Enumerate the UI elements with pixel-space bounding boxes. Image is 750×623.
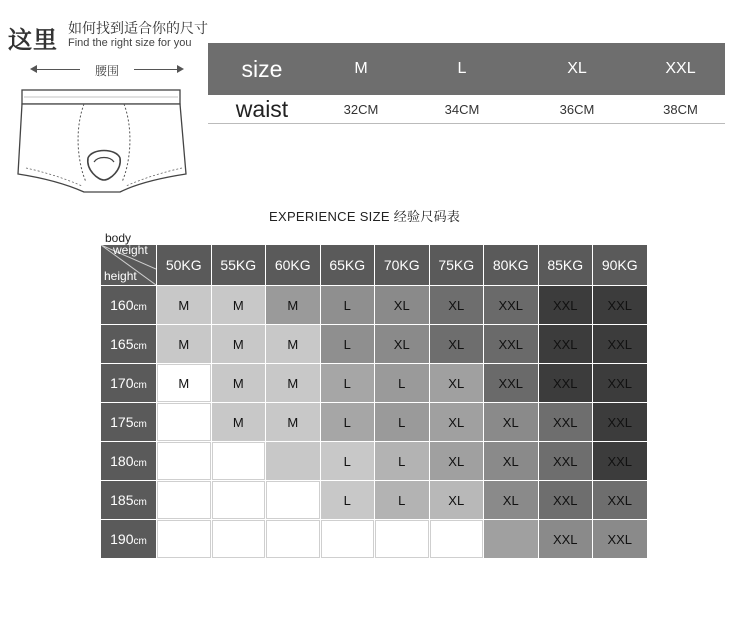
- size-cell: [157, 442, 211, 480]
- height-unit: cm: [133, 418, 147, 430]
- size-cell: XXL: [539, 442, 593, 480]
- size-cell: [484, 520, 538, 558]
- size-cell: L: [321, 403, 375, 441]
- weight-header-50kg: 50KG: [157, 245, 211, 285]
- size-cell: XL: [375, 325, 429, 363]
- size-cell: [212, 481, 266, 519]
- waist-m: 32CM: [343, 101, 379, 117]
- size-cell: XXL: [539, 520, 593, 558]
- experience-size-title: EXPERIENCE SIZE 经验尺码表: [269, 209, 461, 224]
- waist-label-cn: 腰围: [94, 64, 119, 78]
- size-cell: XXL: [484, 325, 538, 363]
- grid-corner-header: [101, 231, 156, 285]
- size-cell: M: [266, 364, 320, 402]
- size-cell: L: [321, 481, 375, 519]
- size-cell: XXL: [539, 286, 593, 324]
- size-cell: [212, 520, 266, 558]
- size-cell: XXL: [593, 442, 647, 480]
- height-value: 185: [110, 492, 134, 508]
- weight-header-90kg: 90KG: [593, 245, 647, 285]
- size-cell: XXL: [593, 520, 647, 558]
- size-cell: XXL: [593, 403, 647, 441]
- size-cell: XXL: [539, 364, 593, 402]
- weight-header-75kg: 75KG: [430, 245, 484, 285]
- size-cell: [266, 520, 320, 558]
- briefs-illustration-icon: [14, 86, 190, 198]
- size-cell: M: [157, 286, 211, 324]
- size-cell: XL: [430, 442, 484, 480]
- size-header-label: size: [241, 55, 283, 82]
- size-cell: [430, 520, 484, 558]
- waist-measure-arrow: [30, 62, 184, 78]
- height-unit: cm: [133, 535, 147, 547]
- size-cell: M: [212, 325, 266, 363]
- height-value: 170: [110, 375, 134, 391]
- height-unit: cm: [133, 301, 147, 313]
- size-cell: L: [321, 325, 375, 363]
- size-cell: XL: [484, 481, 538, 519]
- size-cell: M: [212, 364, 266, 402]
- size-table: [208, 43, 725, 124]
- corner-weight-label: weight: [113, 243, 148, 257]
- size-cell: XXL: [539, 325, 593, 363]
- height-value: 190: [110, 531, 134, 547]
- size-cell: [157, 403, 211, 441]
- size-cell: [157, 481, 211, 519]
- size-cell: XL: [484, 442, 538, 480]
- height-unit: cm: [133, 379, 147, 391]
- size-cell: XXL: [484, 286, 538, 324]
- weight-header-70kg: 70KG: [375, 245, 429, 285]
- height-value: 165: [110, 336, 134, 352]
- size-cell: XXL: [484, 364, 538, 402]
- height-value: 160: [110, 297, 134, 313]
- size-cell: L: [321, 442, 375, 480]
- weight-header-60kg: 60KG: [266, 245, 320, 285]
- waist-xxl: 38CM: [663, 101, 698, 117]
- corner-height-label: height: [104, 269, 137, 283]
- size-cell: M: [212, 286, 266, 324]
- corner-body-label: body: [105, 231, 132, 245]
- size-cell: XL: [430, 364, 484, 402]
- size-header-m: M: [354, 60, 368, 77]
- size-cell: XXL: [593, 481, 647, 519]
- weight-header-85kg: 85KG: [539, 245, 593, 285]
- waist-xl: 36CM: [559, 101, 595, 117]
- height-header-180: [101, 442, 156, 480]
- subtitle-cn: 如何找到适合你的尺寸: [68, 20, 208, 36]
- size-table-row-waist: [208, 95, 725, 124]
- height-header-165: [101, 325, 156, 363]
- size-cell: XL: [430, 481, 484, 519]
- size-header-l: L: [457, 60, 467, 77]
- size-cell: XL: [430, 325, 484, 363]
- size-cell: M: [266, 403, 320, 441]
- size-table-header: [208, 43, 725, 95]
- height-header-185: [101, 481, 156, 519]
- size-cell: L: [375, 403, 429, 441]
- title-cn: 这里: [8, 27, 58, 54]
- weight-header-55kg: 55KG: [212, 245, 266, 285]
- size-cell: [321, 520, 375, 558]
- size-cell: M: [157, 364, 211, 402]
- size-cell: [212, 442, 266, 480]
- size-cell: L: [321, 364, 375, 402]
- size-cell: L: [375, 481, 429, 519]
- arrow-right-icon: [177, 65, 184, 73]
- size-cell: M: [212, 403, 266, 441]
- height-value: 175: [110, 414, 134, 430]
- waist-l: 34CM: [444, 101, 480, 117]
- size-cell: M: [157, 325, 211, 363]
- height-header-190: [101, 520, 156, 558]
- size-cell: [157, 520, 211, 558]
- size-cell: [266, 481, 320, 519]
- size-cell: L: [375, 442, 429, 480]
- size-cell: XXL: [539, 481, 593, 519]
- height-value: 180: [110, 453, 134, 469]
- size-cell: [375, 520, 429, 558]
- size-cell: XXL: [539, 403, 593, 441]
- size-cell: XXL: [593, 364, 647, 402]
- size-cell: [266, 442, 320, 480]
- size-cell: XL: [484, 403, 538, 441]
- weight-header-65kg: 65KG: [321, 245, 375, 285]
- size-cell: L: [375, 364, 429, 402]
- height-unit: cm: [133, 340, 147, 352]
- size-header-xl: XL: [567, 60, 587, 77]
- size-cell: XL: [375, 286, 429, 324]
- subtitle-en: Find the right size for you: [68, 37, 192, 49]
- weight-header-80kg: 80KG: [484, 245, 538, 285]
- size-header-xxl: XXL: [665, 60, 696, 77]
- size-cell: XL: [430, 286, 484, 324]
- size-cell: XXL: [593, 286, 647, 324]
- size-cell: M: [266, 286, 320, 324]
- size-cell: XXL: [593, 325, 647, 363]
- height-header-170: [101, 364, 156, 402]
- height-header-175: [101, 403, 156, 441]
- height-header-160: [101, 286, 156, 324]
- height-unit: cm: [133, 457, 147, 469]
- size-cell: XL: [430, 403, 484, 441]
- height-unit: cm: [133, 496, 147, 508]
- waist-row-label: waist: [235, 95, 289, 122]
- size-cell: M: [266, 325, 320, 363]
- size-cell: L: [321, 286, 375, 324]
